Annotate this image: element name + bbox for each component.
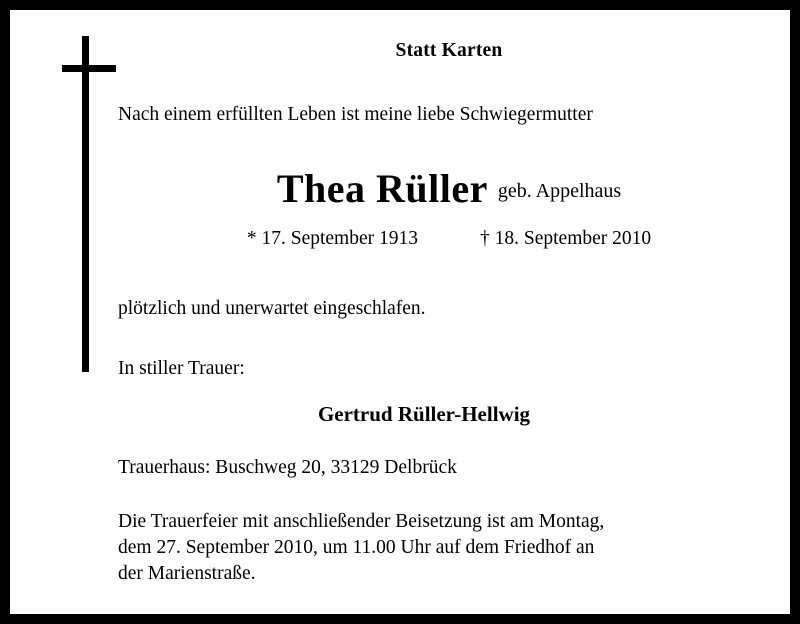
name-block bbox=[118, 165, 780, 212]
birth-date: * 17. September 1913 bbox=[246, 228, 418, 250]
mourner-name: Gertrud Rüller-Hellwig bbox=[317, 402, 531, 427]
cross-horizontal-bar bbox=[62, 65, 116, 72]
christian-cross-icon bbox=[62, 36, 116, 372]
condolence-note: Von Beileidsbekundungen am Grab bitte ich Abstand zu nehmen. bbox=[118, 613, 628, 624]
ceremony-line-1: Die Trauerfeier mit anschließender Beisetzung ist am Montag, bbox=[118, 511, 605, 533]
mourning-label: In stiller Trauer: bbox=[118, 358, 245, 380]
ceremony-line-3: der Marienstraße. bbox=[118, 563, 256, 585]
death-date: † 18. September 2010 bbox=[480, 228, 652, 250]
ceremony-details bbox=[118, 509, 780, 587]
notice-header: Statt Karten bbox=[395, 40, 503, 61]
ceremony-line-2: dem 27. September 2010, um 11.00 Uhr auf dem Friedhof an bbox=[118, 537, 595, 559]
intro-text: Nach einem erfüllten Leben ist meine liebe Schwiegermutter bbox=[118, 104, 593, 125]
mourning-house-address: Trauerhaus: Buschweg 20, 33129 Delbrück bbox=[118, 457, 457, 479]
maiden-name: geb. Appelhaus bbox=[497, 180, 622, 203]
deceased-name: Thea Rüller bbox=[276, 166, 488, 212]
notice-content bbox=[118, 10, 780, 624]
life-dates bbox=[118, 228, 780, 250]
passing-text: plötzlich und unerwartet eingeschlafen. bbox=[118, 298, 426, 320]
cross-vertical-bar bbox=[82, 36, 89, 372]
